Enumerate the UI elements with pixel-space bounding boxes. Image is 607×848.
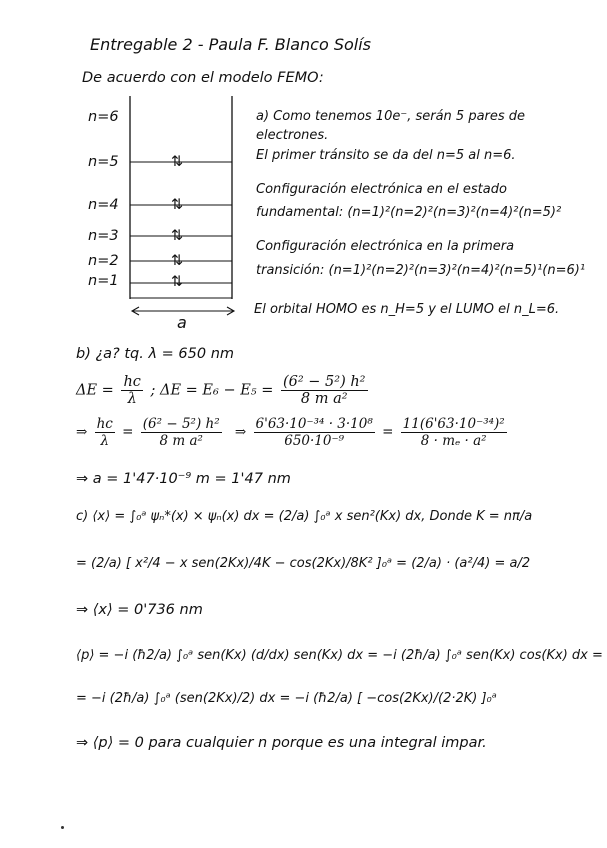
energy-equation-row (76, 374, 371, 407)
eq2-fraction-1-numerator: hc (96, 416, 113, 432)
eq2-fraction-1-denominator: λ (100, 433, 110, 449)
level-label-n1: n=1 (88, 273, 119, 289)
part-a-line-8: El orbital HOMO es n_H=5 y el LUMO el n_L=6. (254, 302, 560, 317)
eq1-fraction-2-numerator: (6² − 5²) h² (282, 374, 366, 390)
part-a-line-7: transición: (n=1)²(n=2)²(n=3)²(n=4)²(n=5)¹(n=6)¹ (256, 263, 586, 278)
eq1-lhs: ΔE = (76, 382, 114, 399)
part-a-line-3: El primer tránsito se da del n=5 al n=6. (256, 148, 516, 163)
eq1-middle: ; ΔE = E₆ − E₅ = (150, 382, 274, 399)
eq2-fraction-4 (401, 416, 507, 449)
part-c-line-2: = (2/a) [ x²/4 − x sen(2Kx)/4K − cos(2Kx)/8K² ]₀ᵃ = (2/a) · (a²/4) = a/2 (76, 556, 531, 571)
eq2-fraction-3 (254, 416, 375, 449)
scan-speck (61, 826, 64, 829)
eq2-fraction-3-numerator: 6'63·10⁻³⁴ · 3·10⁸ (255, 416, 373, 432)
intro-text: De acuerdo con el modelo FEMO: (82, 70, 324, 86)
eq2-fraction-2-numerator: (6² − 5²) h² (142, 416, 220, 432)
eq2-equals: = (122, 424, 134, 440)
well-width-label: a (177, 313, 187, 332)
part-a-line-5: fundamental: (n=1)²(n=2)²(n=3)²(n=4)²(n=5)² (256, 205, 562, 220)
electron-pair-n4: ⇅ (171, 197, 184, 213)
eq2-fraction-2-denominator: 8 m a² (159, 433, 203, 449)
level-label-n5: n=5 (88, 154, 119, 170)
eq2-arrow-2: ⇒ (234, 424, 247, 440)
level-label-n6: n=6 (88, 109, 119, 125)
wavelength-equation-row (76, 416, 510, 449)
eq1-fraction-1 (121, 374, 142, 407)
part-a-line-4: Configuración electrónica en el estado (256, 182, 507, 197)
eq2-fraction-4-denominator: 8 · mₑ · a² (420, 433, 487, 449)
eq2-fraction-3-denominator: 650·10⁻⁹ (284, 433, 345, 449)
part-c-line-3: ⇒ ⟨x⟩ = 0'736 nm (76, 602, 203, 618)
eq2-fraction-4-numerator: 11(6'63·10⁻³⁴)² (402, 416, 505, 432)
eq1-fraction-2 (281, 374, 368, 407)
eq2-fraction-1 (95, 416, 115, 449)
part-c-line-5: = −i (2ħ/a) ∫₀ᵃ (sen(2Kx)/2) dx = −i (ħ2/a) [ −cos(2Kx)/(2·2K) ]₀ᵃ (76, 691, 497, 706)
eq1-fraction-1-numerator: hc (123, 374, 141, 390)
part-a-line-1: a) Como tenemos 10e⁻, serán 5 pares de (256, 109, 526, 124)
electron-pair-n3: ⇅ (171, 228, 184, 244)
level-label-n4: n=4 (88, 197, 119, 213)
electron-pair-n5: ⇅ (171, 154, 184, 170)
part-a-line-6: Configuración electrónica en la primera (256, 239, 515, 254)
part-b-question: b) ¿a? tq. λ = 650 nm (76, 346, 235, 362)
electron-pair-n2: ⇅ (171, 253, 184, 269)
page-title: Entregable 2 - Paula F. Blanco Solís (90, 35, 372, 54)
eq2-fraction-2 (141, 416, 222, 449)
part-b-result: ⇒ a = 1'47·10⁻⁹ m = 1'47 nm (76, 471, 291, 487)
level-label-n3: n=3 (88, 228, 119, 244)
electron-pair-n1: ⇅ (171, 274, 184, 290)
part-c-line-6: ⇒ ⟨p⟩ = 0 para cualquier n porque es una integral impar. (76, 735, 487, 751)
eq1-fraction-2-denominator: 8 m a² (300, 391, 348, 407)
part-a-line-2: electrones. (256, 128, 329, 143)
eq2-equals-2: = (382, 424, 394, 440)
level-label-n2: n=2 (88, 253, 119, 269)
part-c-line-4: ⟨p⟩ = −i (ħ2/a) ∫₀ᵃ sen(Kx) (d/dx) sen(Kx) dx = −i (2ħ/a) ∫₀ᵃ sen(Kx) cos(Kx) dx = (76, 648, 603, 663)
eq2-arrow: ⇒ (76, 424, 88, 440)
part-c-line-1: c) ⟨x⟩ = ∫₀ᵃ ψₙ*(x) × ψₙ(x) dx = (2/a) ∫₀ᵃ x sen²(Kx) dx, Donde K = nπ/a (76, 509, 533, 524)
eq1-fraction-1-denominator: λ (127, 391, 137, 407)
